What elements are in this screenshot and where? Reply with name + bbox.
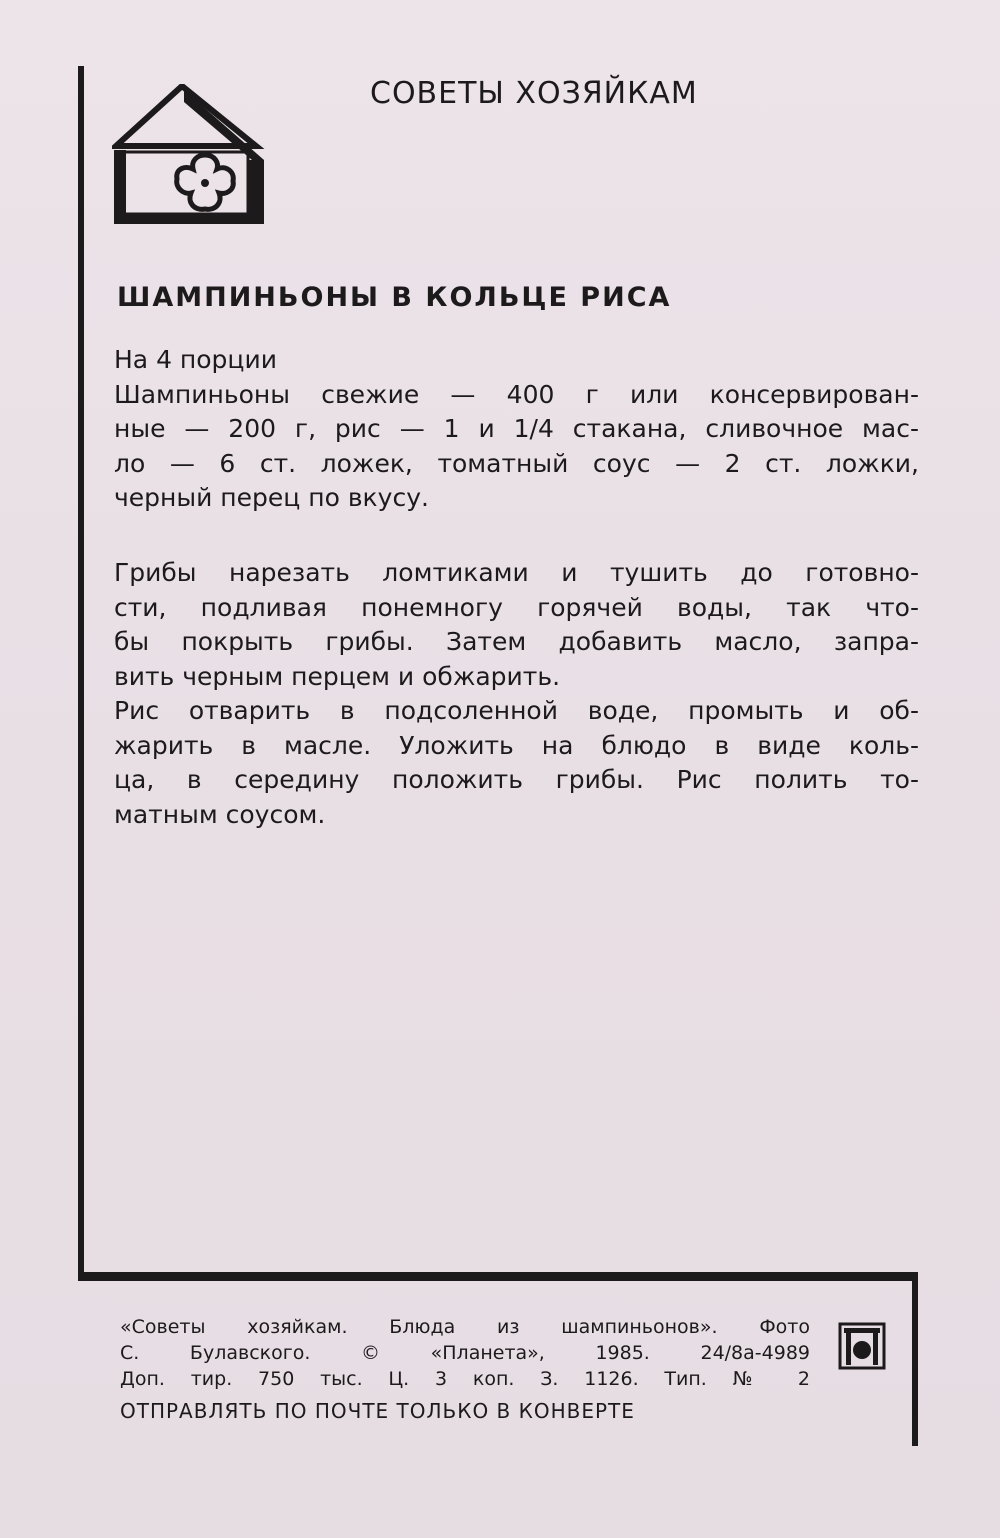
ingredients-line: ло — 6 ст. ложек, томатный соус — 2 ст. ложки, xyxy=(114,448,919,478)
house-with-flower-icon xyxy=(112,84,272,234)
imprint-line: С. Булавского. © «Планета», 1985. 24/8а-4989 xyxy=(120,1342,810,1364)
method-line: сти, подливая понемногу горячей воды, так что- xyxy=(114,592,919,622)
method-line: вить черным перцем и обжарить. xyxy=(114,661,561,691)
method-line: матным соусом. xyxy=(114,799,326,829)
method-line: ца, в середину положить грибы. Рис полить то- xyxy=(114,765,919,794)
planeta-publisher-logo-icon xyxy=(838,1322,886,1370)
imprint-footer xyxy=(120,1314,810,1424)
method-block xyxy=(114,556,919,832)
frame-left-border xyxy=(78,66,84,1281)
ingredients-block xyxy=(114,343,919,516)
frame-right-border xyxy=(912,1272,918,1446)
mailing-note: ОТПРАВЛЯТЬ ПО ПОЧТЕ ТОЛЬКО В КОНВЕРТЕ xyxy=(120,1399,635,1423)
frame-bottom-border xyxy=(78,1272,918,1281)
method-line: Рис отварить в подсоленной воде, промыть и об- xyxy=(114,696,919,725)
imprint-line: Доп. тир. 750 тыс. Ц. 3 коп. З. 1126. Тип. № 2 xyxy=(120,1368,810,1390)
imprint-line: «Советы хозяйкам. Блюда из шампиньонов». Фото xyxy=(120,1316,810,1338)
servings-text: На 4 порции xyxy=(114,345,277,374)
ingredients-line: черный перец по вкусу. xyxy=(114,483,429,512)
ingredients-line: Шампиньоны свежие — 400 г или консервирован- xyxy=(114,379,919,409)
ingredients-line: ные — 200 г, рис — 1 и 1/4 стакана, сливочное мас- xyxy=(114,414,919,443)
method-line: бы покрыть грибы. Затем добавить масло, запра- xyxy=(114,627,919,656)
method-line: жарить в масле. Уложить на блюдо в виде коль- xyxy=(114,730,919,760)
method-line: Грибы нарезать ломтиками и тушить до готовно- xyxy=(114,558,919,587)
recipe-title: ШАМПИНЬОНЫ В КОЛЬЦЕ РИСА xyxy=(117,282,672,313)
series-title: СОВЕТЫ ХОЗЯЙКАМ xyxy=(370,76,698,111)
